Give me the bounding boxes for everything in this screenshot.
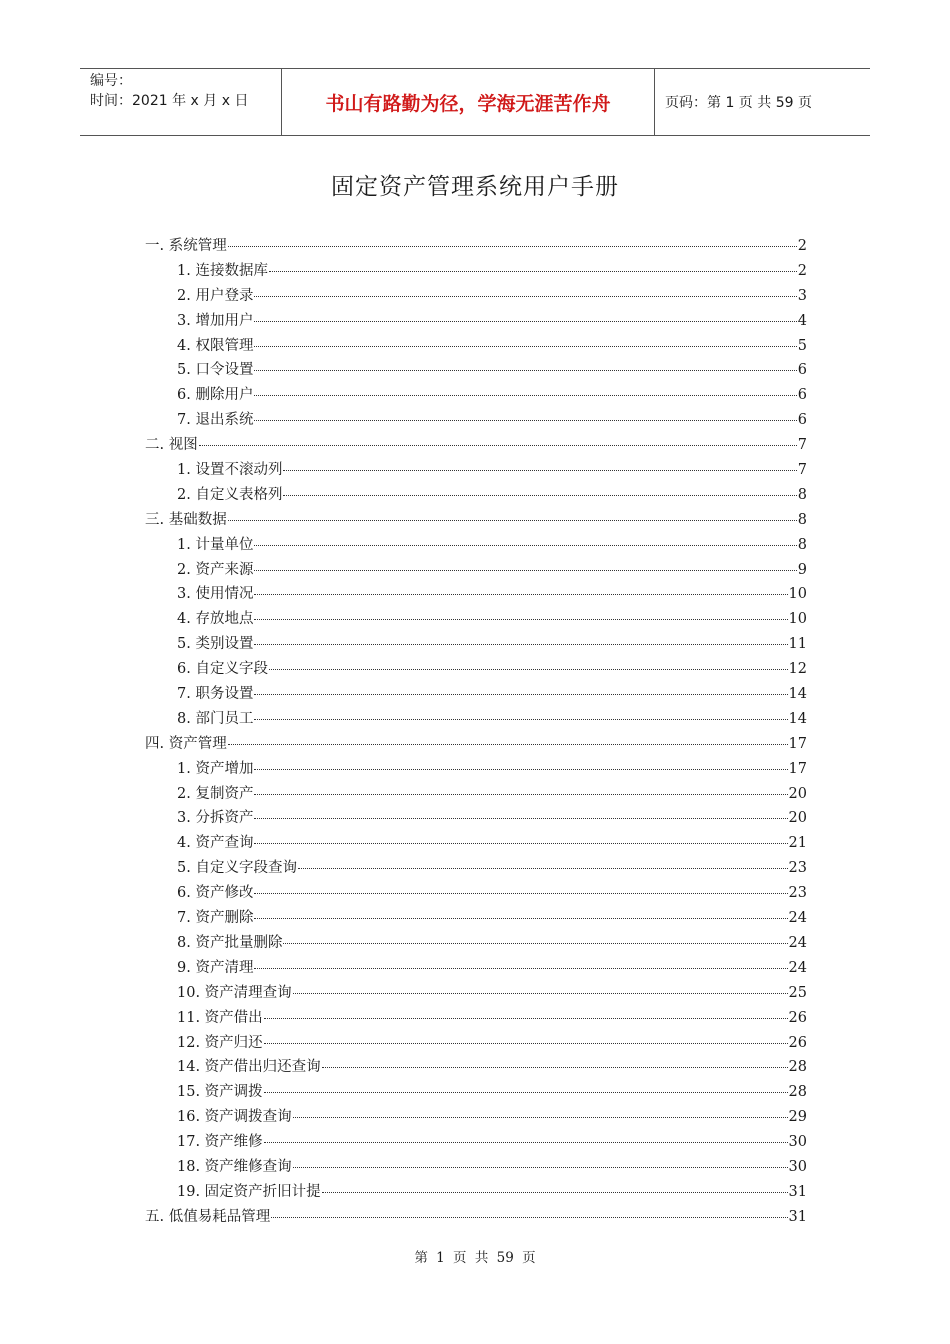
toc-subsection[interactable] bbox=[145, 981, 807, 1006]
toc-entry-label: 5. 类别设置 bbox=[177, 636, 254, 653]
toc-leader-dots bbox=[254, 370, 796, 371]
toc-subsection[interactable] bbox=[145, 284, 807, 309]
toc-entry-label: 5. 口令设置 bbox=[177, 362, 254, 379]
toc-entry-page: 2 bbox=[797, 238, 807, 254]
toc-entry-label: 7. 职务设置 bbox=[177, 686, 254, 703]
toc-leader-dots bbox=[254, 395, 796, 396]
toc-leader-dots bbox=[254, 296, 796, 297]
toc-subsection[interactable] bbox=[145, 1130, 807, 1155]
toc-entry-page: 30 bbox=[788, 1134, 807, 1151]
toc-subsection[interactable] bbox=[145, 483, 807, 508]
toc-entry-label: 4. 资产查询 bbox=[177, 835, 254, 852]
toc-entry-label: 10. 资产清理查询 bbox=[177, 984, 292, 1001]
toc-entry-label: 5. 自定义字段查询 bbox=[177, 860, 297, 877]
toc-entry-label: 18. 资产维修查询 bbox=[177, 1158, 292, 1175]
toc-subsection[interactable] bbox=[145, 558, 807, 583]
toc-entry-page: 2 bbox=[797, 262, 807, 279]
toc-leader-dots bbox=[293, 1117, 788, 1118]
toc-leader-dots bbox=[254, 619, 787, 620]
toc-subsection[interactable] bbox=[145, 1180, 807, 1205]
toc-subsection[interactable] bbox=[145, 782, 807, 807]
toc-entry-label: 7. 资产删除 bbox=[177, 910, 254, 927]
toc-entry-page: 31 bbox=[788, 1183, 807, 1200]
toc-entry-page: 26 bbox=[788, 1009, 807, 1026]
toc-leader-dots bbox=[264, 1142, 788, 1143]
toc-entry-label: 12. 资产归还 bbox=[177, 1034, 263, 1051]
toc-leader-dots bbox=[228, 246, 797, 247]
toc-leader-dots bbox=[283, 495, 796, 496]
toc-subsection[interactable] bbox=[145, 607, 807, 632]
toc-entry-label: 4. 权限管理 bbox=[177, 337, 254, 354]
toc-entry-page: 26 bbox=[788, 1034, 807, 1051]
toc-leader-dots bbox=[283, 470, 796, 471]
toc-leader-dots bbox=[293, 993, 788, 994]
toc-entry-page: 11 bbox=[788, 636, 807, 653]
toc-subsection[interactable] bbox=[145, 657, 807, 682]
toc-subsection[interactable] bbox=[145, 309, 807, 334]
toc-entry-page: 12 bbox=[788, 661, 807, 678]
toc-entry-label: 一. 系统管理 bbox=[145, 238, 227, 254]
toc-subsection[interactable] bbox=[145, 1031, 807, 1056]
toc-entry-label: 16. 资产调拨查询 bbox=[177, 1109, 292, 1126]
header-meta bbox=[80, 69, 282, 135]
toc-entry-label: 2. 复制资产 bbox=[177, 785, 254, 802]
toc-entry-label: 3. 增加用户 bbox=[177, 312, 254, 329]
page-footer: 第 1 页 共 59 页 bbox=[414, 1250, 536, 1266]
toc-leader-dots bbox=[271, 1217, 787, 1218]
document-title: 固定资产管理系统用户手册 bbox=[331, 174, 619, 200]
toc-leader-dots bbox=[254, 893, 787, 894]
toc-entry-page: 6 bbox=[797, 387, 807, 404]
toc-leader-dots bbox=[254, 321, 796, 322]
toc-subsection[interactable] bbox=[145, 707, 807, 732]
toc-leader-dots bbox=[264, 1018, 788, 1019]
toc-entry-page: 23 bbox=[788, 885, 807, 902]
toc-entry-label: 1. 资产增加 bbox=[177, 760, 254, 777]
document-number-label: 编号： bbox=[90, 73, 132, 89]
toc-subsection[interactable] bbox=[145, 1080, 807, 1105]
toc-subsection[interactable] bbox=[145, 458, 807, 483]
toc-entry-page: 6 bbox=[797, 362, 807, 379]
toc-subsection[interactable] bbox=[145, 682, 807, 707]
toc-entry-label: 五. 低值易耗品管理 bbox=[145, 1208, 271, 1225]
toc-leader-dots bbox=[269, 669, 788, 670]
toc-entry-label: 3. 分拆资产 bbox=[177, 810, 254, 827]
toc-entry-page: 5 bbox=[797, 337, 807, 354]
toc-entry-page: 4 bbox=[797, 312, 807, 329]
toc-entry-page: 21 bbox=[788, 835, 807, 852]
toc-entry-label: 15. 资产调拨 bbox=[177, 1084, 263, 1101]
toc-entry-page: 6 bbox=[797, 412, 807, 429]
toc-entry-label: 6. 资产修改 bbox=[177, 885, 254, 902]
toc-subsection[interactable] bbox=[145, 806, 807, 831]
toc-subsection[interactable] bbox=[145, 358, 807, 383]
toc-subsection[interactable] bbox=[145, 533, 807, 558]
toc-entry-page: 17 bbox=[788, 735, 807, 752]
toc-entry-label: 1. 连接数据库 bbox=[177, 262, 268, 279]
toc-entry-page: 17 bbox=[788, 760, 807, 777]
toc-entry-page: 8 bbox=[797, 511, 807, 528]
toc-subsection[interactable] bbox=[145, 956, 807, 981]
toc-entry-label: 11. 资产借出 bbox=[177, 1009, 263, 1026]
toc-entry-page: 14 bbox=[788, 710, 807, 727]
toc-leader-dots bbox=[254, 968, 787, 969]
toc-leader-dots bbox=[228, 520, 797, 521]
toc-entry-label: 2. 资产来源 bbox=[177, 561, 254, 578]
toc-entry-label: 9. 资产清理 bbox=[177, 959, 254, 976]
toc-entry-page: 7 bbox=[797, 462, 807, 479]
toc-leader-dots bbox=[254, 420, 796, 421]
toc-leader-dots bbox=[264, 1092, 788, 1093]
toc-entry-page: 24 bbox=[788, 910, 807, 927]
toc-entry-page: 23 bbox=[788, 860, 807, 877]
toc-leader-dots bbox=[322, 1067, 788, 1068]
toc-entry-page: 14 bbox=[788, 686, 807, 703]
toc-leader-dots bbox=[254, 719, 787, 720]
toc-leader-dots bbox=[199, 445, 797, 446]
toc-entry-label: 1. 计量单位 bbox=[177, 536, 254, 553]
toc-subsection[interactable] bbox=[145, 1055, 807, 1080]
toc-entry-page: 8 bbox=[797, 536, 807, 553]
toc-section[interactable] bbox=[145, 732, 807, 757]
toc-entry-label: 8. 部门员工 bbox=[177, 710, 254, 727]
toc-leader-dots bbox=[254, 570, 796, 571]
toc-entry-label: 8. 资产批量删除 bbox=[177, 934, 283, 951]
toc-leader-dots bbox=[254, 594, 787, 595]
toc-leader-dots bbox=[293, 1167, 788, 1168]
toc-entry-page: 7 bbox=[797, 437, 807, 454]
toc-leader-dots bbox=[254, 794, 787, 795]
toc-leader-dots bbox=[254, 694, 787, 695]
toc-entry-page: 10 bbox=[788, 586, 807, 603]
page-header bbox=[80, 68, 870, 136]
toc-entry-label: 四. 资产管理 bbox=[145, 735, 227, 752]
toc-subsection[interactable] bbox=[145, 1105, 807, 1130]
toc-entry-page: 31 bbox=[788, 1208, 807, 1225]
toc-leader-dots bbox=[228, 744, 788, 745]
toc-subsection[interactable] bbox=[145, 831, 807, 856]
toc-leader-dots bbox=[254, 769, 787, 770]
toc-entry-label: 7. 退出系统 bbox=[177, 412, 254, 429]
toc-subsection[interactable] bbox=[145, 383, 807, 408]
toc-entry-page: 9 bbox=[797, 561, 807, 578]
document-time-label: 时间：2021 年 x 月 x 日 bbox=[90, 93, 249, 109]
toc-entry-label: 17. 资产维修 bbox=[177, 1134, 263, 1151]
toc-entry-page: 8 bbox=[797, 486, 807, 503]
toc-leader-dots bbox=[254, 644, 787, 645]
toc-entry-label: 6. 删除用户 bbox=[177, 387, 254, 404]
toc-subsection[interactable] bbox=[145, 856, 807, 881]
toc-subsection[interactable] bbox=[145, 408, 807, 433]
toc-leader-dots bbox=[254, 918, 787, 919]
toc-leader-dots bbox=[283, 943, 787, 944]
table-of-contents bbox=[145, 234, 807, 1230]
toc-leader-dots bbox=[254, 545, 796, 546]
toc-leader-dots bbox=[269, 271, 797, 272]
toc-entry-page: 25 bbox=[788, 984, 807, 1001]
toc-leader-dots bbox=[322, 1192, 788, 1193]
toc-subsection[interactable] bbox=[145, 1006, 807, 1031]
toc-leader-dots bbox=[254, 346, 796, 347]
toc-subsection[interactable] bbox=[145, 259, 807, 284]
toc-entry-page: 10 bbox=[788, 611, 807, 628]
toc-leader-dots bbox=[298, 868, 788, 869]
toc-entry-label: 6. 自定义字段 bbox=[177, 661, 268, 678]
toc-subsection[interactable] bbox=[145, 931, 807, 956]
toc-section[interactable] bbox=[145, 234, 807, 259]
toc-entry-page: 24 bbox=[788, 934, 807, 951]
toc-entry-page: 29 bbox=[788, 1109, 807, 1126]
toc-subsection[interactable] bbox=[145, 906, 807, 931]
toc-subsection[interactable] bbox=[145, 1155, 807, 1180]
toc-entry-label: 19. 固定资产折旧计提 bbox=[177, 1183, 321, 1200]
toc-subsection[interactable] bbox=[145, 334, 807, 359]
toc-section[interactable] bbox=[145, 1205, 807, 1230]
toc-entry-page: 28 bbox=[788, 1059, 807, 1076]
toc-entry-label: 14. 资产借出归还查询 bbox=[177, 1059, 321, 1076]
toc-entry-label: 2. 用户登录 bbox=[177, 287, 254, 304]
header-motto: 书山有路勤为径，学海无涯苦作舟 bbox=[282, 69, 655, 135]
toc-leader-dots bbox=[264, 1043, 788, 1044]
toc-subsection[interactable] bbox=[145, 632, 807, 657]
toc-section[interactable] bbox=[145, 508, 807, 533]
toc-entry-page: 30 bbox=[788, 1158, 807, 1175]
toc-leader-dots bbox=[254, 818, 787, 819]
toc-entry-label: 4. 存放地点 bbox=[177, 611, 254, 628]
toc-entry-page: 24 bbox=[788, 959, 807, 976]
toc-subsection[interactable] bbox=[145, 757, 807, 782]
toc-subsection[interactable] bbox=[145, 881, 807, 906]
toc-entry-label: 2. 自定义表格列 bbox=[177, 486, 283, 503]
toc-entry-label: 3. 使用情况 bbox=[177, 586, 254, 603]
toc-leader-dots bbox=[254, 843, 787, 844]
toc-section[interactable] bbox=[145, 433, 807, 458]
toc-entry-page: 3 bbox=[797, 287, 807, 304]
toc-entry-page: 20 bbox=[788, 810, 807, 827]
header-page-info: 页码：第 1 页 共 59 页 bbox=[665, 95, 812, 111]
toc-entry-label: 1. 设置不滚动列 bbox=[177, 462, 283, 479]
toc-entry-page: 20 bbox=[788, 785, 807, 802]
toc-entry-label: 三. 基础数据 bbox=[145, 511, 227, 528]
toc-subsection[interactable] bbox=[145, 582, 807, 607]
toc-entry-page: 28 bbox=[788, 1084, 807, 1101]
toc-entry-label: 二. 视图 bbox=[145, 437, 198, 454]
